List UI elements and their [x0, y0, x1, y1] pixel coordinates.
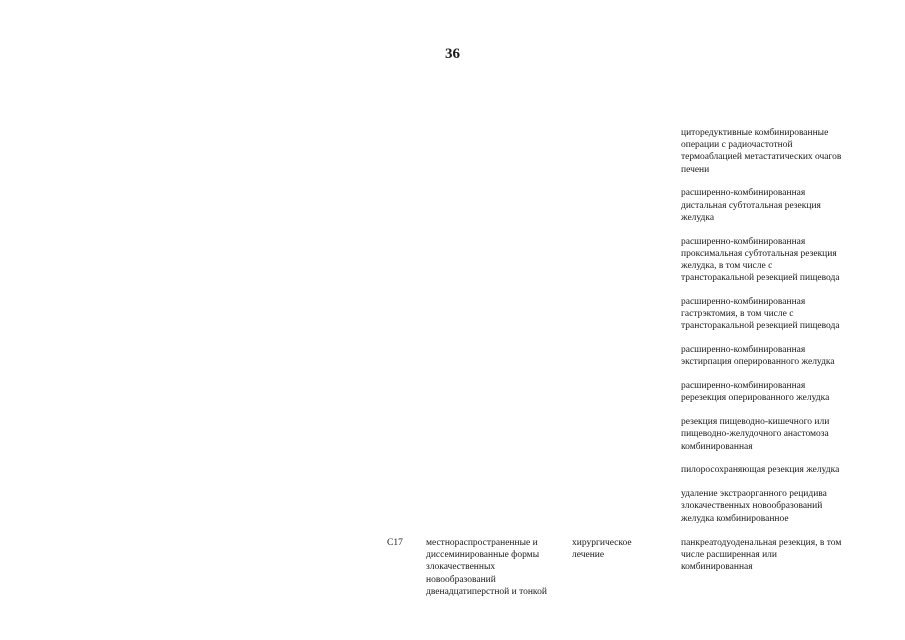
icd-code: C17 — [387, 538, 403, 548]
method-item: расширенно-комбинированная экстирпация оперированного желудка — [681, 345, 835, 368]
treatment-method: панкреатодуоденальная резекция, в том числе расширенная или комбинированная — [681, 538, 842, 573]
method-item: удаление экстраорганного рецидива злокачественных новообразований желудка комбинированное — [681, 489, 827, 524]
disease-description: местнораспространенные и диссеминированные формы злокачественных новообразований двенадцатиперстной и тонкой — [426, 538, 547, 597]
method-item: резекция пищеводно-кишечного или пищеводно-желудочного анастомоза комбинированная — [681, 417, 830, 452]
method-item: циторедуктивные комбинированные операции с радиочастотной термоаблацией метастатических очагов печени — [681, 128, 842, 175]
treatment-methods-list — [681, 127, 881, 536]
treatment-type: хирургическое лечение — [572, 538, 632, 561]
page-number: 36 — [445, 46, 460, 62]
method-item: пилоросохраняющая резекция желудка — [681, 465, 840, 476]
method-item: расширенно-комбинированная дистальная субтотальная резекция желудка — [681, 188, 821, 223]
method-item: расширенно-комбинированная проксимальная субтотальная резекция желудка, в том числе с трансторакальной резекцией пищевода — [681, 236, 840, 284]
method-item: расширенно-комбинированная гастрэктомия, в том числе с трансторакальной резекцией пищевода — [681, 297, 840, 332]
method-item: расширенно-комбинированная ререзекция оперированного желудка — [681, 381, 830, 404]
